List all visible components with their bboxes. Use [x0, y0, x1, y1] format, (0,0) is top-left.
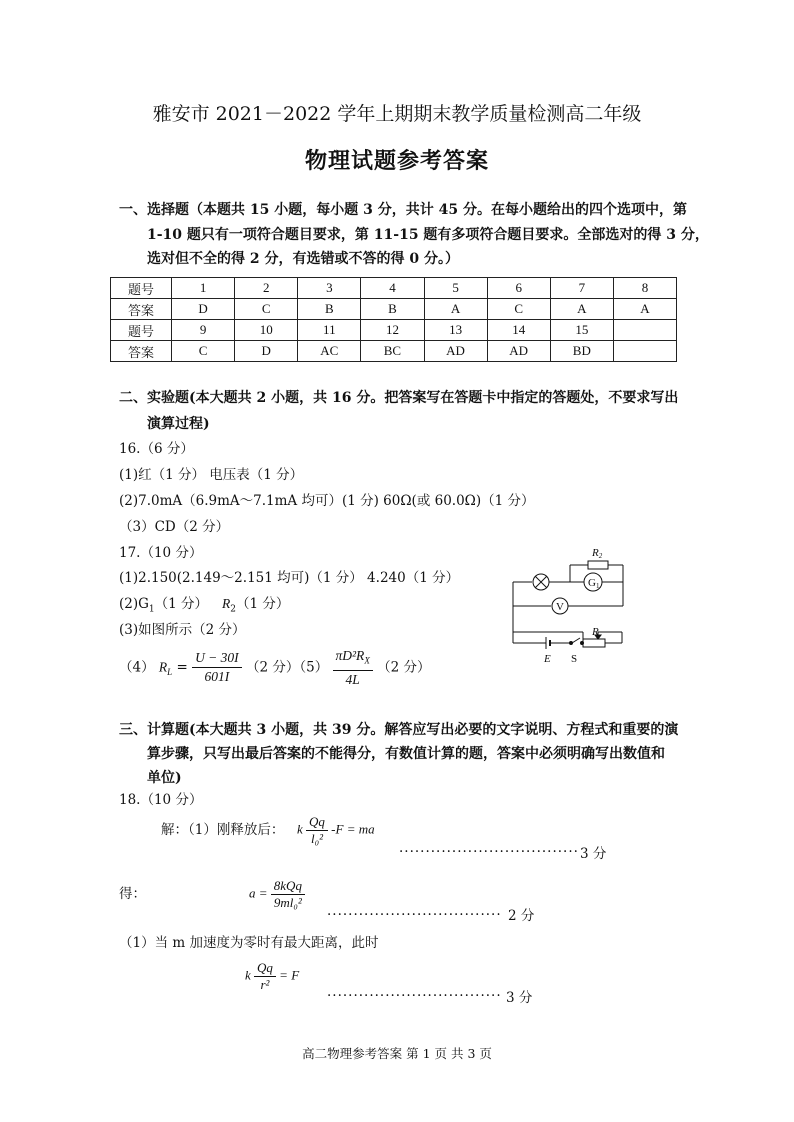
table-row [111, 278, 677, 299]
table-row [111, 320, 677, 341]
q18-step2-label: 得： [119, 886, 146, 902]
table-cell: 4 [361, 278, 424, 299]
table-cell: C [487, 299, 550, 320]
table-row [111, 299, 677, 320]
table-cell: 9 [172, 320, 235, 341]
table-cell: A [424, 299, 487, 320]
table-cell: 12 [361, 320, 424, 341]
resistivity-fraction: $\frac{\pi D^2R_X}{4L}$ [333, 647, 373, 689]
q18-step2-formula: a = $\frac{\text{8kQq}}{\text{9ml₀²}}$ [249, 878, 305, 911]
table-cell: BD [550, 341, 613, 362]
table-cell: 15 [550, 320, 613, 341]
q16-answer-1: (1)红（1 分） 电压表（1 分） [119, 467, 304, 483]
table-row [111, 341, 677, 362]
q18-step1-label: 解：（1）刚释放后： [161, 822, 285, 838]
table-cell: 13 [424, 320, 487, 341]
page-footer: 高二物理参考答案 第 1 页 共 3 页 [302, 1046, 492, 1061]
table-cell: A [613, 299, 676, 320]
q17-heading: 17.（10 分） [119, 545, 203, 561]
table-cell: D [172, 299, 235, 320]
table-cell: 8 [613, 278, 676, 299]
table-cell: AD [487, 341, 550, 362]
section3-heading-line3: 单位) [147, 770, 182, 786]
table-cell: 6 [487, 278, 550, 299]
table-cell: AC [298, 341, 361, 362]
section1-heading-line3: 选对但不全的得 2 分，有选错或不答的得 0 分。） [147, 251, 459, 267]
table-cell: 5 [424, 278, 487, 299]
voltmeter-label: V [556, 601, 564, 613]
table-cell [613, 320, 676, 341]
table-cell: A [550, 299, 613, 320]
q18-dots-3: ································· [327, 988, 502, 1004]
q18-step3-label: （1）当 m 加速度为零时有最大距离，此时 [119, 935, 379, 951]
q18-score-1: 3 分 [580, 846, 607, 862]
q17-formula-row: （4） $R_L$ = $\frac{U - 30I}{601I}$ （2 分）（5） $\frac{\pi D^2R_X}{4L}$ （2 分） [119, 648, 431, 687]
table-row-header: 题号 [111, 278, 172, 299]
q16-answer-2: (2)7.0mA（6.9mA～7.1mA 均可）(1 分) 60Ω(或 60.0Ω)（1 分） [119, 493, 535, 509]
q18-step3-formula: k $\frac{Qq}{\text{r²}}$ = F [245, 960, 300, 992]
table-cell: 10 [235, 320, 298, 341]
section3-heading-line1: 三、计算题(本大题共 3 小题，共 39 分。解答应写出必要的文字说明、方程式和重要的演 [119, 722, 679, 738]
q17-answer-3: (3)如图所示（2 分） [119, 622, 246, 638]
table-cell: B [361, 299, 424, 320]
table-cell: C [172, 341, 235, 362]
table-row-header: 题号 [111, 320, 172, 341]
section3-heading-line2: 算步骤，只写出最后答案的不能得分，有数值计算的题，答案中必须明确写出数值和 [147, 746, 665, 762]
table-cell: 1 [172, 278, 235, 299]
q16-heading: 16.（6 分） [119, 441, 194, 457]
table-cell: 2 [235, 278, 298, 299]
answer-table [110, 277, 677, 362]
table-cell: 11 [298, 320, 361, 341]
table-cell: D [235, 341, 298, 362]
rl-fraction: $\frac{U - 30I}{601I}$ [192, 649, 242, 686]
switch-label: S [571, 653, 578, 665]
table-cell: AD [424, 341, 487, 362]
table-cell: B [298, 299, 361, 320]
q18-dots-1: ·································· [399, 844, 579, 860]
section1-heading-line1: 一、选择题（本题共 15 小题，每小题 3 分，共计 45 分。在每小题给出的四个选项中，第 [119, 202, 687, 218]
table-row-header: 答案 [111, 299, 172, 320]
circuit-diagram [508, 545, 633, 665]
r2-label: R2 [592, 547, 603, 560]
q18-score-2: 2 分 [508, 908, 535, 924]
q17-answer-2: $(2)G_1(1$ 分） $R_2(1$ 分） [119, 596, 290, 615]
table-cell: 14 [487, 320, 550, 341]
q18-score-3: 3 分 [506, 990, 533, 1006]
table-cell: 3 [298, 278, 361, 299]
section2-heading-line2: 演算过程) [147, 416, 210, 432]
rheostat-label: R [592, 626, 599, 638]
table-row-header: 答案 [111, 341, 172, 362]
q18-heading: 18.（10 分） [119, 792, 203, 808]
section1-heading-line2: 1-10 题只有一项符合题目要求，第 11-15 题有多项符合题目要求。全部选对的得 3 分， [147, 227, 709, 243]
q16-answer-3: （3）CD（2 分） [119, 519, 230, 535]
document-subtitle: 物理试题参考答案 [304, 148, 489, 174]
g1-label: G1 [588, 577, 600, 590]
q18-dots-2: ································· [327, 907, 502, 923]
table-cell [613, 341, 676, 362]
table-cell: BC [361, 341, 424, 362]
q18-step1-formula: k $\frac{Qq}{\text{l₀²}}$ -F = ma [297, 814, 375, 846]
table-cell: 7 [550, 278, 613, 299]
section2-heading-line1: 二、实验题(本大题共 2 小题，共 16 分。把答案写在答题卡中指定的答题处，不要求写出 [119, 390, 679, 406]
document-title: 雅安市 2021－2022 学年上期期末教学质量检测高二年级 [152, 103, 642, 125]
battery-label: E [544, 653, 551, 665]
table-cell: C [235, 299, 298, 320]
q17-answer-1: (1)2.150(2.149～2.151 均可)（1 分） 4.240（1 分） [119, 570, 460, 586]
